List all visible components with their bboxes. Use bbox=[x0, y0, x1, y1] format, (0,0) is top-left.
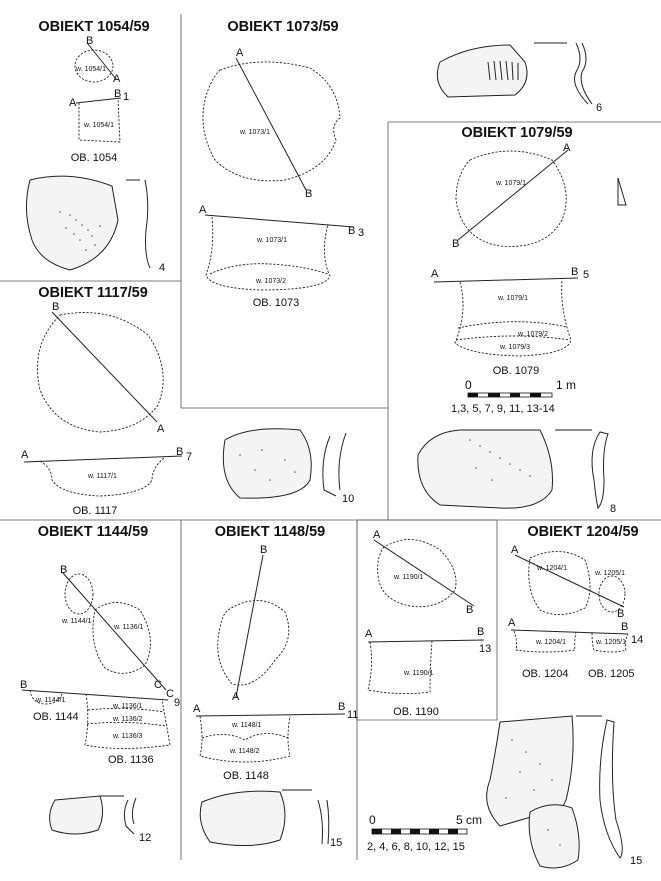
panel-obiekt-1054 bbox=[26, 19, 165, 274]
layer-label: w. 1073/2 bbox=[256, 278, 286, 285]
sherd-profile bbox=[592, 432, 608, 508]
pottery-sherd-drawing bbox=[418, 430, 553, 508]
figure-number: 7 bbox=[186, 451, 193, 463]
section-label-b: B bbox=[477, 626, 485, 638]
layer-label: w. 1148/1 bbox=[232, 722, 262, 729]
section-surface bbox=[205, 215, 354, 227]
layer-label: w. 1190/1 bbox=[394, 574, 424, 581]
figure-number: 6 bbox=[596, 102, 603, 114]
panel-title: OBIEKT 1144/59 bbox=[37, 524, 149, 540]
figure-number: 9 bbox=[174, 697, 181, 709]
section-label-a: A bbox=[69, 97, 77, 109]
sherd-profile bbox=[323, 436, 336, 496]
scale-zero: 0 bbox=[465, 378, 472, 392]
section-label-a: A bbox=[232, 691, 240, 703]
section-label-a: A bbox=[365, 628, 373, 640]
layer-label: w. 1079/1 bbox=[496, 180, 526, 187]
section-label-b: B bbox=[338, 701, 346, 713]
section-line bbox=[236, 58, 306, 190]
figure-number: 8 bbox=[610, 503, 617, 515]
section-label-b: B bbox=[86, 35, 94, 47]
feature-caption: OB. 1144 bbox=[33, 711, 79, 723]
section-label-a: A bbox=[21, 449, 29, 461]
figure-number: 13 bbox=[479, 643, 492, 655]
figure-number: 15 bbox=[630, 855, 643, 867]
feature-caption: OB. 1073 bbox=[252, 297, 300, 309]
scale-max: 1 m bbox=[556, 378, 577, 392]
panel-title: OBIEKT 1117/59 bbox=[38, 285, 148, 301]
pottery-sherd-drawing bbox=[529, 805, 579, 868]
panel-obiekt-1079 bbox=[431, 125, 626, 377]
section-surface bbox=[24, 456, 182, 462]
section-label-b: B bbox=[621, 621, 629, 633]
section-surface bbox=[434, 278, 578, 282]
panel-title: OBIEKT 1054/59 bbox=[38, 19, 150, 35]
scale-bar-features bbox=[451, 378, 576, 415]
panel-obiekt-1144 bbox=[20, 524, 180, 766]
section-label-a: A bbox=[373, 529, 381, 541]
section-surface bbox=[511, 630, 628, 634]
feature-caption: OB. 1054 bbox=[70, 152, 118, 164]
layer-label: w. 1136/1 bbox=[114, 624, 144, 631]
scale-figures: 1,3, 5, 7, 9, 11, 13-14 bbox=[451, 403, 555, 415]
section-label-b: B bbox=[466, 604, 474, 616]
section-label-b: B bbox=[114, 88, 122, 100]
section-label-c: C bbox=[154, 679, 162, 691]
layer-label: w. 1144/1 bbox=[36, 697, 66, 704]
scale-bar-pottery bbox=[367, 813, 482, 853]
scale-zero: 0 bbox=[369, 813, 376, 827]
section-line bbox=[515, 555, 624, 607]
section-line bbox=[52, 312, 157, 422]
layer-label: w. 1148/2 bbox=[230, 748, 260, 755]
panel-title: OBIEKT 1079/59 bbox=[461, 125, 573, 141]
sherd-profile bbox=[145, 180, 150, 268]
pottery-sherd-drawing bbox=[50, 796, 103, 834]
section-label-b: B bbox=[305, 188, 313, 200]
sherd-profile bbox=[600, 720, 623, 858]
layer-label: w. 1117/1 bbox=[88, 473, 117, 480]
panel-obiekt-1117 bbox=[21, 285, 192, 517]
section-surface bbox=[196, 714, 345, 716]
section-label-a: A bbox=[113, 73, 121, 85]
feature-caption: OB. 1190 bbox=[393, 706, 439, 718]
figure-number: 10 bbox=[342, 493, 355, 505]
layer-label: w. 1204/1 bbox=[537, 565, 567, 572]
feature-caption: OB. 1117 bbox=[72, 505, 118, 517]
section-layer-boundary bbox=[210, 264, 328, 274]
pottery-drawing-4 bbox=[437, 43, 602, 114]
panel-title: OBIEKT 1073/59 bbox=[227, 19, 339, 35]
figure-number: 5 bbox=[583, 269, 590, 281]
pottery-sherd-drawing bbox=[26, 176, 118, 270]
layer-label: w. 1079/2 bbox=[518, 331, 548, 338]
panel-title: OBIEKT 1148/59 bbox=[214, 524, 326, 540]
figure-number: 14 bbox=[631, 634, 644, 646]
layer-label: w. 1054/1 bbox=[84, 122, 114, 129]
pottery-sherd-drawing bbox=[223, 429, 311, 498]
feature-caption: OB. 1136 bbox=[108, 754, 154, 766]
section-profile bbox=[79, 99, 120, 142]
layer-label: w. 1136/1 bbox=[113, 703, 143, 710]
layer-label: w. 1073/1 bbox=[257, 237, 287, 244]
layer-label: w. 1136/2 bbox=[113, 716, 143, 723]
section-layer-boundary bbox=[456, 336, 570, 340]
layer-label: w. 1190/1 bbox=[404, 670, 434, 677]
section-line bbox=[374, 540, 474, 606]
section-label-a: A bbox=[193, 703, 201, 715]
section-layer-boundary bbox=[202, 733, 288, 740]
layer-label: w. 1079/3 bbox=[500, 344, 530, 351]
feature-plan bbox=[218, 600, 289, 685]
feature-caption: OB. 1204 bbox=[522, 668, 569, 680]
section-label-b: B bbox=[571, 266, 579, 278]
section-label-b: B bbox=[617, 608, 625, 620]
layer-label: w. 1073/1 bbox=[240, 129, 270, 136]
layer-label: w. 1144/1 bbox=[62, 618, 92, 625]
pottery-drawing-12 bbox=[200, 790, 342, 849]
section-label-c: C bbox=[166, 688, 174, 700]
section-profile bbox=[368, 641, 432, 694]
feature-plan bbox=[599, 576, 625, 612]
pottery-drawing-10 bbox=[50, 796, 152, 844]
section-label-b: B bbox=[60, 564, 68, 576]
section-label-a: A bbox=[157, 423, 165, 435]
section-label-b: B bbox=[348, 225, 356, 237]
section-label-b: B bbox=[176, 446, 184, 458]
feature-caption: OB. 1079 bbox=[492, 365, 540, 377]
feature-plan bbox=[203, 62, 340, 181]
section-label-b: B bbox=[452, 238, 460, 250]
figure-number: 3 bbox=[358, 227, 365, 239]
layer-label: w. 1205/1 bbox=[595, 570, 625, 577]
scale-max: 5 cm bbox=[456, 813, 483, 827]
figure-number: 11 bbox=[347, 709, 359, 721]
pottery-drawing-15 bbox=[487, 716, 643, 868]
sherd-profile bbox=[318, 800, 323, 844]
section-label-b: B bbox=[260, 544, 268, 556]
layer-label: w. 1054/1 bbox=[76, 66, 106, 73]
panel-obiekt-1148 bbox=[193, 524, 358, 782]
figure-number: 15 bbox=[330, 837, 343, 849]
section-label-a: A bbox=[199, 204, 207, 216]
figure-number: 12 bbox=[139, 832, 152, 844]
pottery-drawing-6 bbox=[418, 430, 616, 515]
layer-label: w. 1205/1 bbox=[596, 639, 626, 646]
panel-obiekt-1073 bbox=[199, 19, 364, 309]
section-label-a: A bbox=[236, 47, 244, 59]
section-label-a: A bbox=[508, 617, 516, 629]
layer-label: w. 1079/1 bbox=[498, 295, 528, 302]
section-line bbox=[236, 555, 263, 697]
section-label-a: A bbox=[431, 268, 439, 280]
section-layer-boundary bbox=[458, 322, 567, 328]
section-label-b: B bbox=[20, 679, 28, 691]
feature-caption: OB. 1148 bbox=[223, 770, 269, 782]
feature-plan bbox=[529, 551, 590, 614]
pottery-drawing-8 bbox=[223, 429, 354, 505]
section-label-a: A bbox=[563, 142, 571, 154]
layer-label: w. 1204/1 bbox=[536, 639, 566, 646]
panel-title: OBIEKT 1204/59 bbox=[527, 524, 639, 540]
feature-caption: OB. 1205 bbox=[588, 668, 635, 680]
figure-number: 4 bbox=[159, 262, 166, 274]
figure-number: 1 bbox=[123, 91, 130, 103]
pottery-sherd-drawing bbox=[437, 45, 527, 97]
section-label-a: A bbox=[511, 544, 519, 556]
section-surface bbox=[368, 640, 484, 642]
section-label-b: B bbox=[52, 301, 60, 313]
panel-obiekt-1190 bbox=[365, 529, 491, 718]
north-arrow-icon bbox=[618, 178, 626, 205]
layer-label: w. 1136/3 bbox=[113, 733, 143, 740]
section-line bbox=[458, 150, 568, 240]
panel-obiekt-1204 bbox=[508, 524, 643, 680]
feature-plan bbox=[38, 313, 164, 433]
pottery-sherd-drawing bbox=[200, 791, 285, 845]
scale-figures: 2, 4, 6, 8, 10, 12, 15 bbox=[367, 841, 465, 853]
